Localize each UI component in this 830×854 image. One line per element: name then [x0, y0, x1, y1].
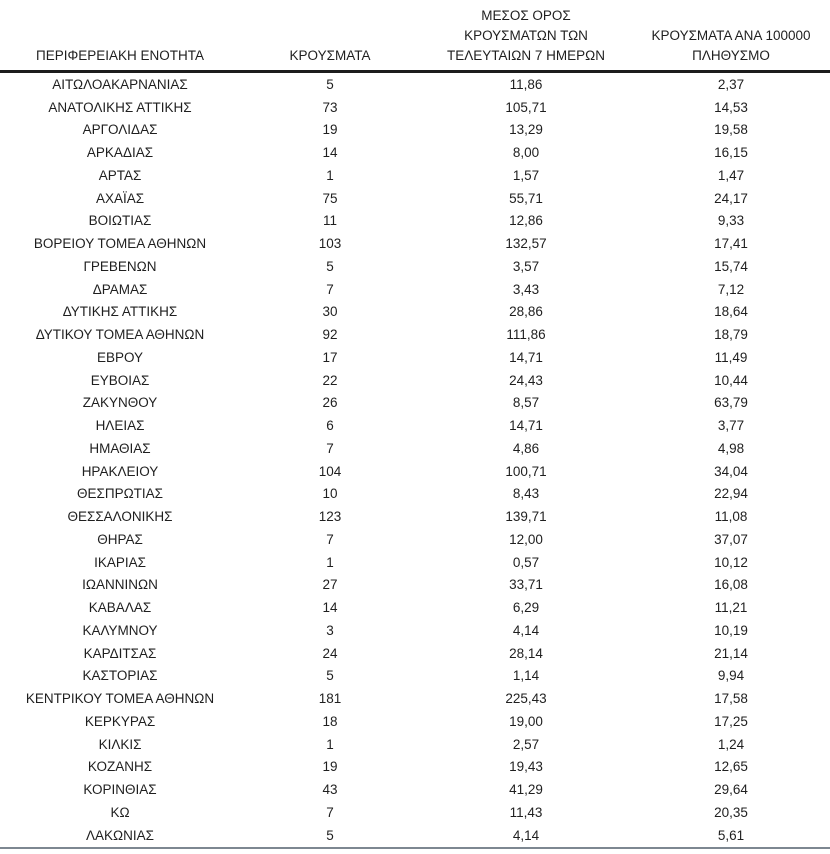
- avg-7day-cell: 28,86: [509, 304, 543, 320]
- region-cell: ΓΡΕΒΕΝΩΝ: [83, 258, 157, 274]
- avg-7day-cell: 11,86: [509, 76, 543, 92]
- region-cell: ΙΚΑΡΙΑΣ: [94, 554, 146, 570]
- table-row: [0, 483, 830, 506]
- region-cell: ΛΑΚΩΝΙΑΣ: [0, 824, 240, 848]
- avg-7day-cell: 12,00: [509, 531, 543, 547]
- avg-7day-cell: 8,00: [512, 145, 540, 161]
- region-cell: ΗΜΑΘΙΑΣ: [89, 440, 151, 456]
- cases-cell: 5: [326, 668, 334, 684]
- region-cell: ΒΟΙΩΤΙΑΣ: [88, 213, 152, 229]
- per-100k-cell: 11,08: [714, 509, 748, 525]
- table-row: [0, 392, 830, 415]
- table-header: [0, 0, 830, 72]
- avg-7day-cell: 12,86: [509, 213, 543, 229]
- avg-7day-cell: 1,14: [512, 668, 540, 684]
- avg-7day-cell: 139,71: [505, 509, 547, 525]
- header-row: [0, 0, 830, 72]
- table-row: [0, 574, 830, 597]
- region-cell: ΑΝΑΤΟΛΙΚΗΣ ΑΤΤΙΚΗΣ: [48, 99, 192, 115]
- cases-cell: 1: [326, 736, 334, 752]
- per-100k-cell: 16,08: [714, 577, 748, 593]
- region-cell: ΘΕΣΣΑΛΟΝΙΚΗΣ: [67, 509, 173, 525]
- per-100k-cell: 17,58: [714, 691, 748, 707]
- region-cell: ΚΑΣΤΟΡΙΑΣ: [82, 668, 158, 684]
- region-cell: ΚΑΒΑΛΑΣ: [88, 600, 152, 616]
- table-row: [0, 119, 830, 142]
- header-regional-unit: [0, 0, 240, 72]
- region-cell: ΑΧΑΪΑΣ: [95, 190, 145, 206]
- cases-cell: 7: [326, 281, 334, 297]
- table-row: [0, 756, 830, 779]
- header-per-100k: [632, 0, 830, 72]
- cases-cell: 104: [318, 463, 342, 479]
- header-avg-7day-line1: ΜΕΣΟΣ ΟΡΟΣ: [481, 8, 571, 23]
- avg-7day-cell: 132,57: [505, 236, 547, 252]
- table-row: [0, 642, 830, 665]
- cases-cell: 22: [322, 372, 338, 388]
- avg-7day-cell: 19,43: [509, 759, 543, 775]
- avg-7day-cell: 111,86: [506, 327, 546, 343]
- table-row: [0, 323, 830, 346]
- table-row: [0, 346, 830, 369]
- region-cell: ΒΟΡΕΙΟΥ ΤΟΜΕΑ ΑΘΗΝΩΝ: [33, 236, 207, 252]
- header-cases: [240, 0, 420, 72]
- cases-cell: 1: [326, 167, 334, 183]
- table-row: [0, 141, 830, 164]
- per-100k-cell: 20,35: [714, 804, 748, 820]
- region-cell: ΚΩ: [110, 804, 130, 820]
- cases-cell: 1: [326, 554, 334, 570]
- cases-cell: 73: [322, 99, 338, 115]
- avg-7day-cell: 8,43: [512, 486, 540, 502]
- avg-7day-cell: 1,57: [512, 167, 540, 183]
- avg-7day-cell: 33,71: [509, 577, 543, 593]
- cases-cell: 7: [326, 440, 334, 456]
- per-100k-cell: 12,65: [714, 759, 748, 775]
- avg-7day-cell: 105,71: [505, 99, 547, 115]
- per-100k-cell: 2,37: [717, 76, 745, 92]
- region-cell: ΔΥΤΙΚΗΣ ΑΤΤΙΚΗΣ: [62, 304, 178, 320]
- region-cell: ΚΑΡΔΙΤΣΑΣ: [83, 645, 157, 661]
- avg-7day-cell: 2,57: [512, 736, 540, 752]
- avg-7day-cell: 4,14: [512, 622, 540, 638]
- per-100k-cell: 34,04: [714, 463, 748, 479]
- per-100k-cell: 37,07: [714, 531, 748, 547]
- region-cell: ΚΕΝΤΡΙΚΟΥ ΤΟΜΕΑ ΑΘΗΝΩΝ: [25, 691, 215, 707]
- region-cell: ΔΡΑΜΑΣ: [92, 281, 148, 297]
- per-100k-cell: 63,79: [714, 395, 748, 411]
- table-row: [0, 596, 830, 619]
- per-100k-cell: 29,64: [714, 782, 748, 798]
- cases-cell: 14: [322, 600, 338, 616]
- header-avg-7day-line2: ΚΡΟΥΣΜΑΤΩΝ ΤΩΝ: [464, 28, 588, 43]
- cases-cell: 30: [322, 304, 338, 320]
- avg-7day-cell: 24,43: [509, 372, 543, 388]
- table-row: [0, 278, 830, 301]
- avg-7day-cell: 0,57: [512, 554, 540, 570]
- region-cell: ΚΟΖΑΝΗΣ: [87, 759, 153, 775]
- avg-7day-cell: 13,29: [509, 122, 543, 138]
- avg-7day-cell: 11,43: [509, 804, 543, 820]
- per-100k-cell: 19,58: [714, 122, 748, 138]
- table-row: [0, 665, 830, 688]
- cases-cell: 17: [322, 349, 338, 365]
- header-avg-7day: [420, 0, 632, 72]
- table-body: [0, 72, 830, 848]
- per-100k-cell: 18,79: [714, 327, 748, 343]
- table-row: [0, 505, 830, 528]
- region-cell: ΕΥΒΟΙΑΣ: [90, 372, 150, 388]
- region-cell: ΔΥΤΙΚΟΥ ΤΟΜΕΑ ΑΘΗΝΩΝ: [35, 327, 205, 343]
- cases-cell: 75: [322, 190, 338, 206]
- region-cell: ΑΙΤΩΛΟΑΚΑΡΝΑΝΙΑΣ: [52, 76, 188, 92]
- avg-7day-cell: 14,71: [509, 418, 543, 434]
- region-cell: ΗΡΑΚΛΕΙΟΥ: [81, 463, 159, 479]
- cases-cell: 181: [318, 691, 342, 707]
- per-100k-cell: 10,12: [714, 554, 748, 570]
- table-row: [0, 551, 830, 574]
- header-per-100k-line1: ΚΡΟΥΣΜΑΤΑ ΑΝΑ 100000: [651, 28, 811, 43]
- per-100k-cell: 7,12: [717, 281, 745, 297]
- per-100k-cell: 1,47: [717, 167, 745, 183]
- per-100k-cell: 24,17: [714, 190, 748, 206]
- cases-cell: 27: [322, 577, 338, 593]
- avg-7day-cell: 28,14: [509, 645, 543, 661]
- avg-7day-cell: 4,14: [420, 824, 632, 848]
- per-100k-cell: 9,33: [717, 213, 745, 229]
- per-100k-cell: 18,64: [714, 304, 748, 320]
- per-100k-cell: 9,94: [717, 668, 745, 684]
- table-row: [0, 733, 830, 756]
- cases-cell: 92: [322, 327, 338, 343]
- table-row: [0, 414, 830, 437]
- region-cell: ΚΟΡΙΝΘΙΑΣ: [83, 782, 157, 798]
- per-100k-cell: 21,14: [714, 645, 748, 661]
- cases-cell: 18: [322, 713, 338, 729]
- per-100k-cell: 3,77: [717, 418, 745, 434]
- region-cell: ΙΩΑΝΝΙΝΩΝ: [82, 577, 158, 593]
- cases-cell: 5: [240, 824, 420, 848]
- avg-7day-cell: 3,57: [512, 258, 540, 274]
- per-100k-cell: 4,98: [717, 440, 745, 456]
- per-100k-cell: 16,15: [714, 145, 748, 161]
- table-row: [0, 528, 830, 551]
- cases-cell: 3: [326, 622, 334, 638]
- table-row: [0, 460, 830, 483]
- region-cell: ΘΕΣΠΡΩΤΙΑΣ: [76, 486, 164, 502]
- avg-7day-cell: 55,71: [509, 190, 543, 206]
- table-row: [0, 301, 830, 324]
- cases-cell: 19: [322, 759, 338, 775]
- header-avg-7day-line3: ΤΕΛΕΥΤΑΙΩΝ 7 ΗΜΕΡΩΝ: [447, 48, 605, 63]
- table-row: [0, 96, 830, 119]
- cases-cell: 5: [326, 76, 334, 92]
- cases-cell: 103: [318, 236, 342, 252]
- cases-cell: 5: [326, 258, 334, 274]
- per-100k-cell: 10,44: [714, 372, 748, 388]
- region-cell: ΚΑΛΥΜΝΟΥ: [82, 622, 158, 638]
- region-cell: ΖΑΚΥΝΘΟΥ: [82, 395, 158, 411]
- per-100k-cell: 14,53: [714, 99, 748, 115]
- per-100k-cell: 22,94: [714, 486, 748, 502]
- cases-cell: 123: [318, 509, 342, 525]
- cases-cell: 11: [322, 213, 337, 229]
- header-regional-unit-label: ΠΕΡΙΦΕΡΕΙΑΚΗ ΕΝΟΤΗΤΑ: [35, 48, 205, 63]
- region-cell: ΗΛΕΙΑΣ: [95, 418, 145, 434]
- per-100k-cell: 17,25: [714, 713, 748, 729]
- cases-cell: 19: [322, 122, 338, 138]
- cases-cell: 7: [326, 531, 334, 547]
- table-row: [0, 710, 830, 733]
- cases-cell: 26: [322, 395, 338, 411]
- table-row: [0, 187, 830, 210]
- header-cases-label: ΚΡΟΥΣΜΑΤΑ: [289, 48, 371, 63]
- table-row: [0, 255, 830, 278]
- table-row: [0, 369, 830, 392]
- table-row: [0, 232, 830, 255]
- per-100k-cell: 11,21: [714, 600, 748, 616]
- cases-cell: 6: [326, 418, 334, 434]
- region-cell: ΘΗΡΑΣ: [97, 531, 143, 547]
- avg-7day-cell: 41,29: [509, 782, 543, 798]
- avg-7day-cell: 225,43: [505, 691, 547, 707]
- table-row: [0, 801, 830, 824]
- avg-7day-cell: 19,00: [509, 713, 543, 729]
- per-100k-cell: 17,41: [714, 236, 748, 252]
- table-row: [0, 824, 830, 848]
- table-row: [0, 778, 830, 801]
- avg-7day-cell: 6,29: [512, 600, 540, 616]
- table-row: [0, 72, 830, 96]
- per-100k-cell: 15,74: [714, 258, 748, 274]
- table-row: [0, 164, 830, 187]
- table-row: [0, 210, 830, 233]
- avg-7day-cell: 8,57: [512, 395, 540, 411]
- per-100k-cell: 10,19: [714, 622, 748, 638]
- region-cell: ΑΡΚΑΔΙΑΣ: [86, 145, 154, 161]
- avg-7day-cell: 4,86: [512, 440, 540, 456]
- table-row: [0, 619, 830, 642]
- header-per-100k-line2: ΠΛΗΘΥΣΜΟ: [692, 48, 770, 63]
- cases-cell: 43: [322, 782, 338, 798]
- region-cell: ΑΡΓΟΛΙΔΑΣ: [82, 122, 158, 138]
- table-row: [0, 687, 830, 710]
- per-100k-cell: 1,24: [717, 736, 745, 752]
- cases-cell: 24: [322, 645, 338, 661]
- table-row: [0, 437, 830, 460]
- cases-cell: 14: [322, 145, 338, 161]
- region-cell: ΚΙΛΚΙΣ: [98, 736, 142, 752]
- cases-cell: 10: [322, 486, 338, 502]
- avg-7day-cell: 3,43: [512, 281, 540, 297]
- avg-7day-cell: 14,71: [509, 349, 543, 365]
- per-100k-cell: 11,49: [714, 349, 748, 365]
- region-cell: ΕΒΡΟΥ: [96, 349, 144, 365]
- region-cell: ΚΕΡΚΥΡΑΣ: [84, 713, 156, 729]
- per-100k-cell: 5,61: [632, 824, 830, 848]
- avg-7day-cell: 100,71: [505, 463, 547, 479]
- cases-cell: 7: [326, 804, 334, 820]
- region-cell: ΑΡΤΑΣ: [98, 167, 142, 183]
